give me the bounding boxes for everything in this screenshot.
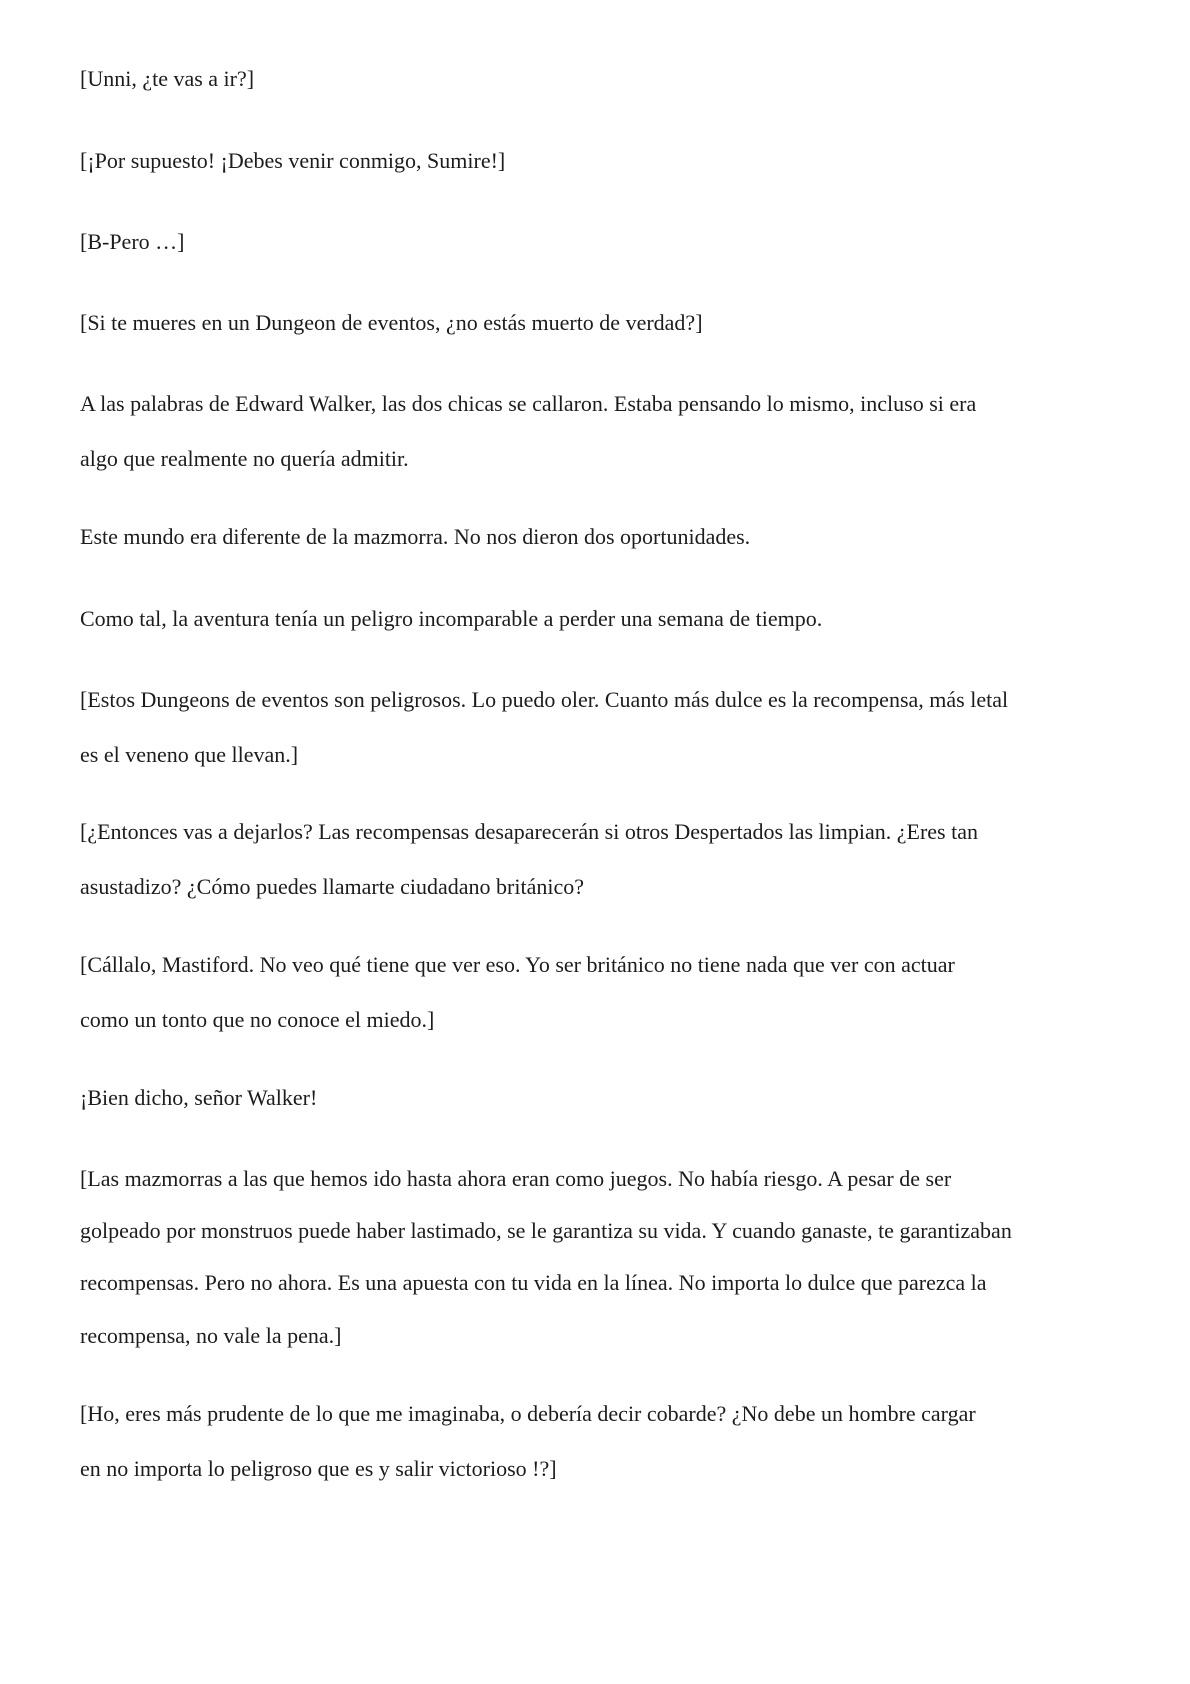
text-line: Este mundo era diferente de la mazmorra. No nos dieron dos oportunidades. [80, 524, 751, 549]
text-line: algo que realmente no quería admitir. [80, 446, 409, 471]
text-line: recompensa, no vale la pena.] [80, 1323, 342, 1348]
text-line: [Ho, eres más prudente de lo que me imaginaba, o debería decir cobarde? ¿No debe un hombre cargar [80, 1401, 976, 1426]
text-line: A las palabras de Edward Walker, las dos chicas se callaron. Estaba pensando lo mismo, incluso si era [80, 391, 977, 416]
text-line: como un tonto que no conoce el miedo.] [80, 1007, 435, 1032]
text-line: [Si te mueres en un Dungeon de eventos, ¿no estás muerto de verdad?] [80, 310, 703, 335]
text-line: [Cállalo, Mastiford. No veo qué tiene que ver eso. Yo ser británico no tiene nada que ver con actuar [80, 952, 955, 977]
text-line: recompensas. Pero no ahora. Es una apuesta con tu vida en la línea. No importa lo dulce que parezca la [80, 1270, 987, 1295]
text-line: [Las mazmorras a las que hemos ido hasta ahora eran como juegos. No había riesgo. A pesar de ser [80, 1166, 952, 1191]
text-line: es el veneno que llevan.] [80, 742, 299, 767]
text-line: [¿Entonces vas a dejarlos? Las recompensas desaparecerán si otros Despertados las limpian. ¿Eres tan [80, 819, 978, 844]
text-line: Como tal, la aventura tenía un peligro incomparable a perder una semana de tiempo. [80, 606, 823, 631]
text-line: [Estos Dungeons de eventos son peligrosos. Lo puedo oler. Cuanto más dulce es la recompensa, más letal [80, 687, 1009, 712]
text-line: [Unni, ¿te vas a ir?] [80, 66, 255, 91]
text-line: ¡Bien dicho, señor Walker! [80, 1085, 318, 1110]
text-line: [B-Pero …] [80, 229, 185, 254]
text-line: en no importa lo peligroso que es y salir victorioso !?] [80, 1456, 557, 1481]
text-line: golpeado por monstruos puede haber lastimado, se le garantiza su vida. Y cuando ganaste, te garantizaban [80, 1218, 1012, 1243]
text-line: asustadizo? ¿Cómo puedes llamarte ciudadano británico? [80, 874, 584, 899]
text-line: [¡Por supuesto! ¡Debes venir conmigo, Sumire!] [80, 148, 506, 173]
